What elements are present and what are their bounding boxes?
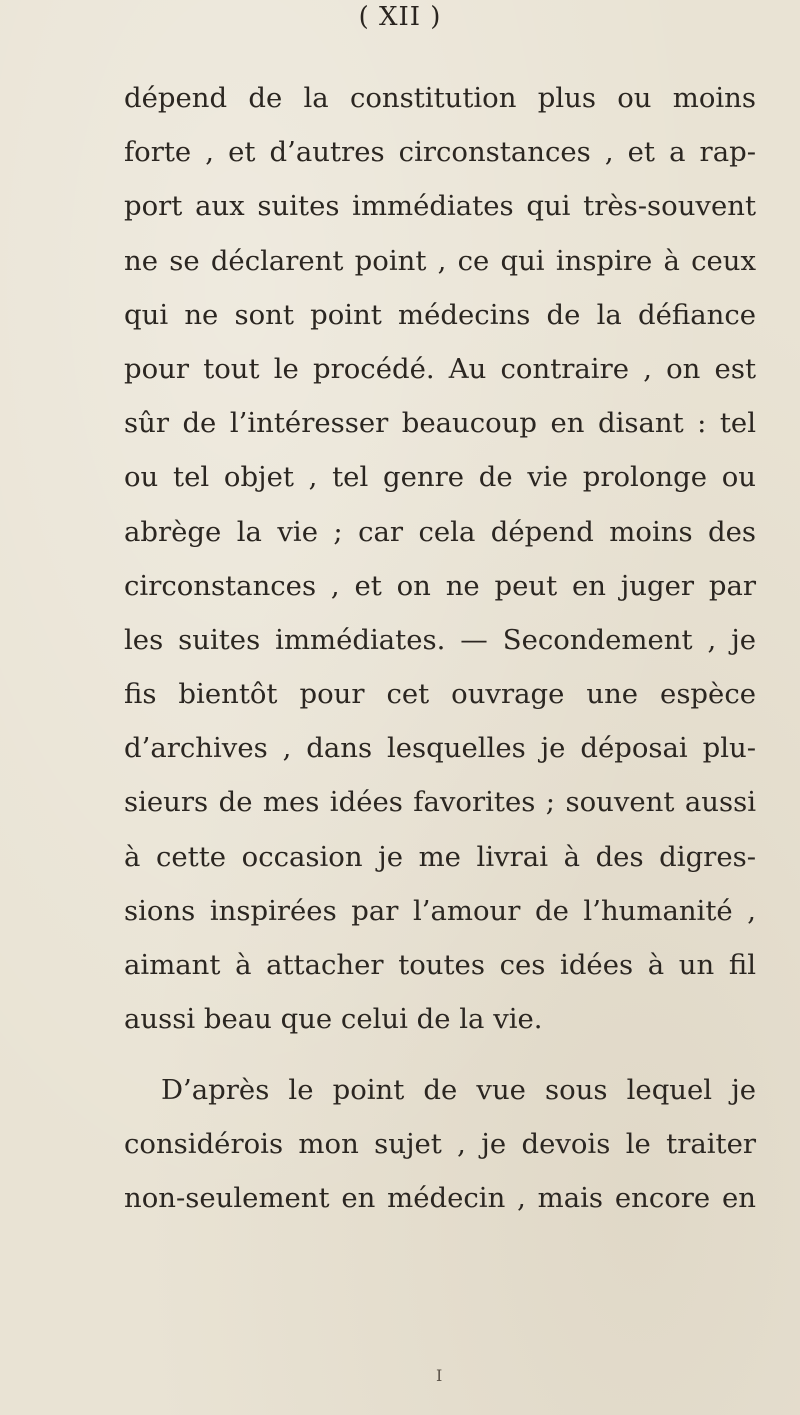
text-line: port aux suites immédiates qui très-souvent: [124, 190, 756, 223]
text-line: qui ne sont point médecins de la défiance: [124, 298, 756, 331]
signature-mark: I: [436, 1366, 443, 1385]
text-line: aussi beau que celui de la vie.: [124, 1003, 543, 1036]
text-line: à cette occasion je me livrai à des digres-: [124, 840, 756, 873]
text-line: aimant à attacher toutes ces idées à un fil: [124, 949, 756, 981]
text-line: sûr de l’intéresser beaucoup en disant : tel: [124, 407, 756, 440]
text-line: circonstances , et on ne peut en juger par: [124, 569, 756, 602]
text-line: d’archives , dans lesquelles je déposai plu-: [124, 732, 756, 765]
text-line: pour tout le procédé. Au contraire , on est: [124, 352, 756, 385]
text-line: fis bientôt pour cet ouvrage une espèce: [124, 678, 756, 711]
text-line: non-seulement en médecin , mais encore en: [124, 1182, 756, 1215]
text-line: forte , et d’autres circonstances , et a rap-: [124, 136, 756, 169]
text-line: ne se déclarent point , ce qui inspire à ceux: [124, 244, 756, 277]
text-line: abrège la vie ; car cela dépend moins des: [124, 515, 756, 548]
paragraph-2: [124, 1063, 756, 1226]
paragraph-1: [124, 71, 756, 1046]
text-line: ou tel objet , tel genre de vie prolonge ou: [124, 461, 756, 494]
page-number: ( XII ): [358, 2, 442, 32]
text-line: D’après le point de vue sous lequel je: [161, 1074, 756, 1106]
text-line: les suites immédiates. — Secondement , je: [124, 623, 756, 656]
text-line: sieurs de mes idées favorites ; souvent aussi: [124, 786, 756, 819]
text-line: dépend de la constitution plus ou moins: [124, 82, 756, 114]
text-line: sions inspirées par l’amour de l’humanité ,: [124, 894, 756, 927]
text-line: considérois mon sujet , je devois le traiter: [124, 1128, 756, 1161]
